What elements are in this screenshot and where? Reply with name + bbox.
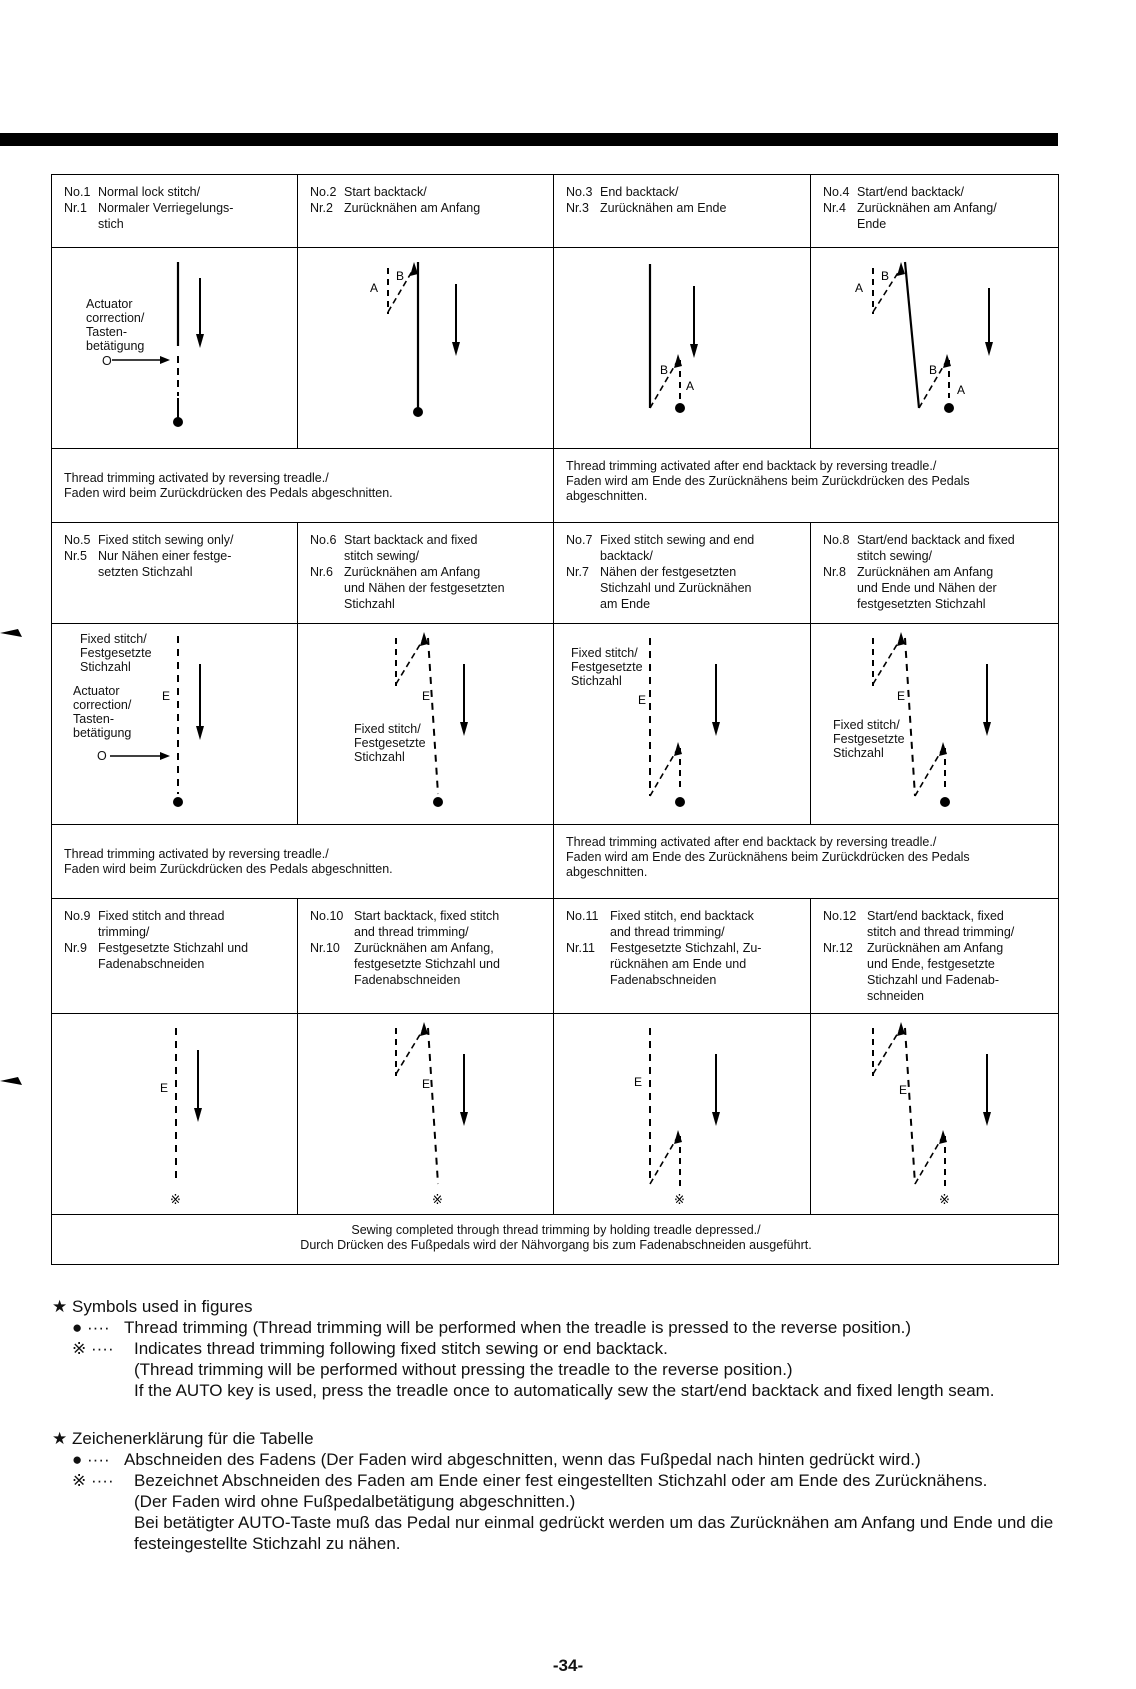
mode-title: Start backtack/: [344, 185, 427, 199]
figure-cell-12: [811, 1014, 1059, 1215]
origin-label: O: [97, 749, 107, 763]
fixed-stitch-label: Fixed stitch/ Festgesetzte Stichzahl: [571, 646, 643, 688]
mode-number: No.9: [64, 909, 91, 923]
legend-extra: (Thread trimming will be performed without pressing the treadle to the reverse position.): [134, 1360, 793, 1379]
label-b: B: [929, 363, 938, 377]
label-a: A: [370, 281, 379, 295]
mode-number: [823, 956, 867, 972]
mode-number: [566, 580, 600, 596]
mode-number: [823, 548, 857, 564]
mode-title: Fadenabschneiden: [354, 973, 461, 987]
stitch-mode-table: [51, 174, 1059, 1265]
legend-extra: If the AUTO key is used, press the treadle once to automatically sew the start/end backtack and fixed length seam.: [134, 1381, 995, 1400]
stitch-diagram-6: [298, 624, 554, 824]
mode-title: Fixed stitch and thread: [98, 909, 225, 923]
mode-cell-6: [298, 523, 554, 624]
mode-number: [823, 596, 857, 612]
mode-title: stitch sewing/: [857, 549, 933, 563]
note-right-2: [554, 825, 1059, 899]
asterisk-symbol-icon: ※ ····: [72, 1471, 114, 1490]
label-e: E: [422, 689, 431, 703]
mode-title: Festgesetzte Stichzahl, Zu-: [610, 941, 762, 955]
mode-number: [566, 596, 600, 612]
actuator-label: Actuator correction/ Tasten- betätigung: [86, 297, 145, 353]
legend-title: Symbols used in figures: [72, 1297, 253, 1316]
legend-extra: (Der Faden wird ohne Fußpedalbetätigung abgeschnitten.): [134, 1492, 576, 1511]
mode-title: Zurücknähen am Ende: [600, 201, 727, 215]
mode-cell-5: [52, 523, 298, 624]
mode-title: End backtack/: [600, 185, 679, 199]
legend-asterisk-text: Bezeichnet Abschneiden des Faden am Ende einer fest eingestellten Stichzahl oder am Ende des Zurücknähens.: [134, 1471, 988, 1490]
mode-number: Nr.6: [310, 565, 333, 579]
figure-cell-6: [298, 624, 554, 825]
trim-dot-icon: [173, 417, 183, 427]
label-e: E: [899, 1083, 908, 1097]
mode-number: [310, 972, 354, 988]
mode-title: Nähen der festgesetzten: [600, 565, 737, 579]
page-number: -34-: [552, 1656, 584, 1675]
label-e: E: [897, 689, 906, 703]
mode-number: [64, 216, 98, 232]
mode-title: festgesetzte Stichzahl und: [354, 957, 500, 971]
mode-number: [823, 216, 857, 232]
mode-title: Start/end backtack, fixed: [867, 909, 1004, 923]
mode-title: stitch sewing/: [344, 549, 420, 563]
mode-title: Zurücknähen am Anfang: [867, 941, 1004, 955]
legend-title: Zeichenerklärung für die Tabelle: [72, 1429, 314, 1448]
mode-number: Nr.11: [566, 941, 595, 955]
label-b: B: [396, 269, 405, 283]
note-line: Faden wird am Ende des Zurücknähens beim Zurückdrücken des Pedals: [566, 474, 970, 488]
label-e: E: [638, 693, 647, 707]
figure-cell-2: [298, 248, 554, 449]
mode-title: backtack/: [600, 549, 653, 563]
mode-title: Festgesetzte Stichzahl und: [98, 941, 249, 955]
mode-title: und Ende, festgesetzte: [867, 957, 995, 971]
trim-asterisk-icon: ※: [432, 1193, 443, 1208]
note-left-2: [52, 825, 554, 899]
label-e: E: [422, 1077, 431, 1091]
label-a: A: [686, 379, 695, 393]
mode-title: Ende: [857, 217, 887, 231]
figure-cell-3: [554, 248, 811, 449]
mode-cell-1: [52, 175, 298, 248]
mode-title: Fixed stitch sewing and end: [600, 533, 755, 547]
mode-number: [310, 596, 344, 612]
mode-number: No.1: [64, 185, 91, 199]
table-row-headers-1: [52, 175, 1059, 248]
mode-number: [64, 956, 98, 972]
label-a: A: [957, 383, 966, 397]
mode-title: Nur Nähen einer festge-: [98, 549, 232, 563]
mode-title: Stichzahl: [344, 597, 395, 611]
note-line: Thread trimming activated after end backtack by reversing treadle./: [566, 835, 937, 849]
mode-title: Start/end backtack/: [857, 185, 965, 199]
trim-asterisk-icon: ※: [939, 1193, 950, 1208]
table-row-headers-3: [52, 899, 1059, 1014]
mode-number: [310, 956, 354, 972]
note-full-3: [52, 1215, 1059, 1265]
mode-cell-11: [554, 899, 811, 1014]
mode-title: Zurücknähen am Anfang,: [354, 941, 494, 955]
mode-number: No.3: [566, 185, 593, 199]
table-row-notes-1: [52, 449, 1059, 523]
actuator-label: Actuator correction/ Tasten- betätigung: [73, 684, 132, 740]
stitch-diagram-10: [298, 1014, 554, 1214]
mode-number: Nr.9: [64, 941, 87, 955]
mode-number: No.7: [566, 533, 593, 547]
note-line: Thread trimming activated by reversing treadle./: [64, 847, 329, 861]
note-line: Faden wird am Ende des Zurücknähens beim Zurückdrücken des Pedals: [566, 850, 970, 864]
figure-cell-11: [554, 1014, 811, 1215]
mode-title: Start/end backtack and fixed: [857, 533, 1015, 547]
stitch-diagram-11: [554, 1014, 811, 1214]
figure-cell-8: [811, 624, 1059, 825]
symbols-legend-de: [52, 1428, 1062, 1554]
mode-title: Zurücknähen am Anfang: [857, 565, 994, 579]
note-line: Thread trimming activated by reversing treadle./: [64, 471, 329, 485]
note-line: Faden wird beim Zurückdrücken des Pedals abgeschnitten.: [64, 486, 393, 500]
mode-title: Fadenabschneiden: [610, 973, 717, 987]
mode-cell-9: [52, 899, 298, 1014]
table-row-headers-2: [52, 523, 1059, 624]
table-row-notes-3: [52, 1215, 1059, 1265]
mode-number: [310, 548, 344, 564]
mode-title: am Ende: [600, 597, 651, 611]
fixed-stitch-label: Fixed stitch/ Festgesetzte Stichzahl: [354, 722, 426, 764]
stitch-diagram-2: [298, 248, 554, 448]
mode-title: Fadenabschneiden: [98, 957, 205, 971]
mode-title: Normal lock stitch/: [98, 185, 201, 199]
legend-asterisk-text: Indicates thread trimming following fixed stitch sewing or end backtack.: [134, 1339, 668, 1358]
legend-extra: Bei betätigter AUTO-Taste muß das Pedal nur einmal gedrückt werden um das Zurücknähen am Anfang und Ende und die festeingestellte Stichzahl zu nähen.: [134, 1513, 1054, 1553]
mode-number: Nr.7: [566, 565, 589, 579]
mode-number: [823, 988, 867, 1004]
mode-number: Nr.2: [310, 201, 333, 215]
note-line: Faden wird beim Zurückdrücken des Pedals abgeschnitten.: [64, 862, 393, 876]
legend-dot-text: Thread trimming (Thread trimming will be performed when the treadle is pressed to the reverse position.): [124, 1318, 912, 1337]
label-b: B: [660, 363, 669, 377]
mode-title: rücknähen am Ende und: [610, 957, 747, 971]
mode-number: [823, 924, 867, 940]
mode-title: stich: [98, 217, 124, 231]
label-e: E: [162, 689, 171, 703]
fixed-stitch-label: Fixed stitch/ Festgesetzte Stichzahl: [80, 632, 152, 674]
mode-title: Stichzahl und Fadenab-: [867, 973, 1000, 987]
mode-number: Nr.10: [310, 941, 340, 955]
mode-number: No.8: [823, 533, 850, 547]
mode-title: festgesetzten Stichzahl: [857, 597, 986, 611]
mode-number: [64, 924, 98, 940]
mode-title: Fixed stitch sewing only/: [98, 533, 234, 547]
mode-number: Nr.1: [64, 201, 87, 215]
mode-title: und Ende und Nähen der: [857, 581, 997, 595]
star-icon: ★: [52, 1297, 68, 1316]
mode-number: No.4: [823, 185, 850, 199]
mode-number: No.6: [310, 533, 337, 547]
mode-number: No.12: [823, 909, 857, 923]
mode-cell-4: [811, 175, 1059, 248]
mode-title: Fixed stitch, end backtack: [610, 909, 754, 923]
mode-cell-2: [298, 175, 554, 248]
mode-title: Stichzahl und Zurücknähen: [600, 581, 752, 595]
stitch-diagram-3: [554, 248, 811, 448]
mode-number: No.2: [310, 185, 337, 199]
mode-title: und Nähen der festgesetzten: [344, 581, 505, 595]
mode-title: and thread trimming/: [610, 925, 725, 939]
figure-cell-9: [52, 1014, 298, 1215]
star-icon: ★: [52, 1429, 68, 1448]
origin-label: O: [102, 354, 112, 368]
mode-number: [823, 580, 857, 596]
mode-cell-7: [554, 523, 811, 624]
note-right-1: [554, 449, 1059, 523]
note-line: abgeschnitten.: [566, 865, 648, 879]
header-rule: [0, 133, 1058, 146]
note-line: Durch Drücken des Fußpedals wird der Nähvorgang bis zum Fadenabschneiden ausgeführt.: [300, 1238, 812, 1252]
margin-arrow-mark: [0, 628, 22, 638]
mode-cell-10: [298, 899, 554, 1014]
mode-title: setzten Stichzahl: [98, 565, 193, 579]
table-row-notes-2: [52, 825, 1059, 899]
stitch-diagram-12: [811, 1014, 1059, 1214]
figure-cell-1: [52, 248, 298, 449]
fixed-stitch-label: Fixed stitch/ Festgesetzte Stichzahl: [833, 718, 905, 760]
table-row-figures-1: [52, 248, 1059, 449]
mode-number: [566, 548, 600, 564]
mode-number: No.11: [566, 909, 599, 923]
mode-number: Nr.5: [64, 549, 87, 563]
dot-symbol-icon: ● ····: [72, 1450, 110, 1469]
mode-title: Normaler Verriegelungs-: [98, 201, 234, 215]
trim-asterisk-icon: ※: [674, 1193, 685, 1208]
mode-number: Nr.12: [823, 941, 853, 955]
mode-title: trimming/: [98, 925, 150, 939]
trim-asterisk-icon: ※: [170, 1193, 181, 1208]
mode-number: [310, 580, 344, 596]
label-e: E: [160, 1081, 169, 1095]
mode-number: No.10: [310, 909, 344, 923]
mode-number: [566, 956, 610, 972]
mode-title: Start backtack and fixed: [344, 533, 478, 547]
mode-number: [566, 972, 610, 988]
mode-title: Zurücknähen am Anfang: [344, 565, 481, 579]
mode-title: Start backtack, fixed stitch: [354, 909, 500, 923]
mode-number: [566, 924, 610, 940]
figure-cell-5: [52, 624, 298, 825]
mode-cell-8: [811, 523, 1059, 624]
mode-number: No.5: [64, 533, 91, 547]
figure-cell-10: [298, 1014, 554, 1215]
table-row-figures-2: [52, 624, 1059, 825]
mode-cell-3: [554, 175, 811, 248]
mode-number: Nr.4: [823, 201, 846, 215]
note-left-1: [52, 449, 554, 523]
stitch-diagram-4: [811, 248, 1059, 448]
mode-title: schneiden: [867, 989, 924, 1003]
table-row-figures-3: [52, 1014, 1059, 1215]
label-b: B: [881, 269, 890, 283]
label-e: E: [634, 1075, 643, 1089]
figure-cell-4: [811, 248, 1059, 449]
mode-number: Nr.8: [823, 565, 846, 579]
mode-number: Nr.3: [566, 201, 589, 215]
note-line: Sewing completed through thread trimming by holding treadle depressed./: [351, 1223, 761, 1237]
note-line: abgeschnitten.: [566, 489, 648, 503]
mode-title: Zurücknähen am Anfang/: [857, 201, 997, 215]
mode-title: and thread trimming/: [354, 925, 469, 939]
margin-arrow-mark: [0, 1076, 22, 1086]
mode-number: [64, 564, 98, 580]
figure-cell-7: [554, 624, 811, 825]
note-line: Thread trimming activated after end backtack by reversing treadle./: [566, 459, 937, 473]
label-a: A: [855, 281, 864, 295]
symbols-legend-en: [52, 1296, 1062, 1401]
mode-number: [823, 972, 867, 988]
mode-title: Zurücknähen am Anfang: [344, 201, 481, 215]
stitch-diagram-9: [52, 1014, 298, 1214]
mode-title: stitch and thread trimming/: [867, 925, 1015, 939]
asterisk-symbol-icon: ※ ····: [72, 1339, 114, 1358]
mode-cell-12: [811, 899, 1059, 1014]
mode-number: [310, 924, 354, 940]
legend-dot-text: Abschneiden des Fadens (Der Faden wird abgeschnitten, wenn das Fußpedal nach hinten gedrückt wird.): [124, 1450, 921, 1469]
dot-symbol-icon: ● ····: [72, 1318, 110, 1337]
